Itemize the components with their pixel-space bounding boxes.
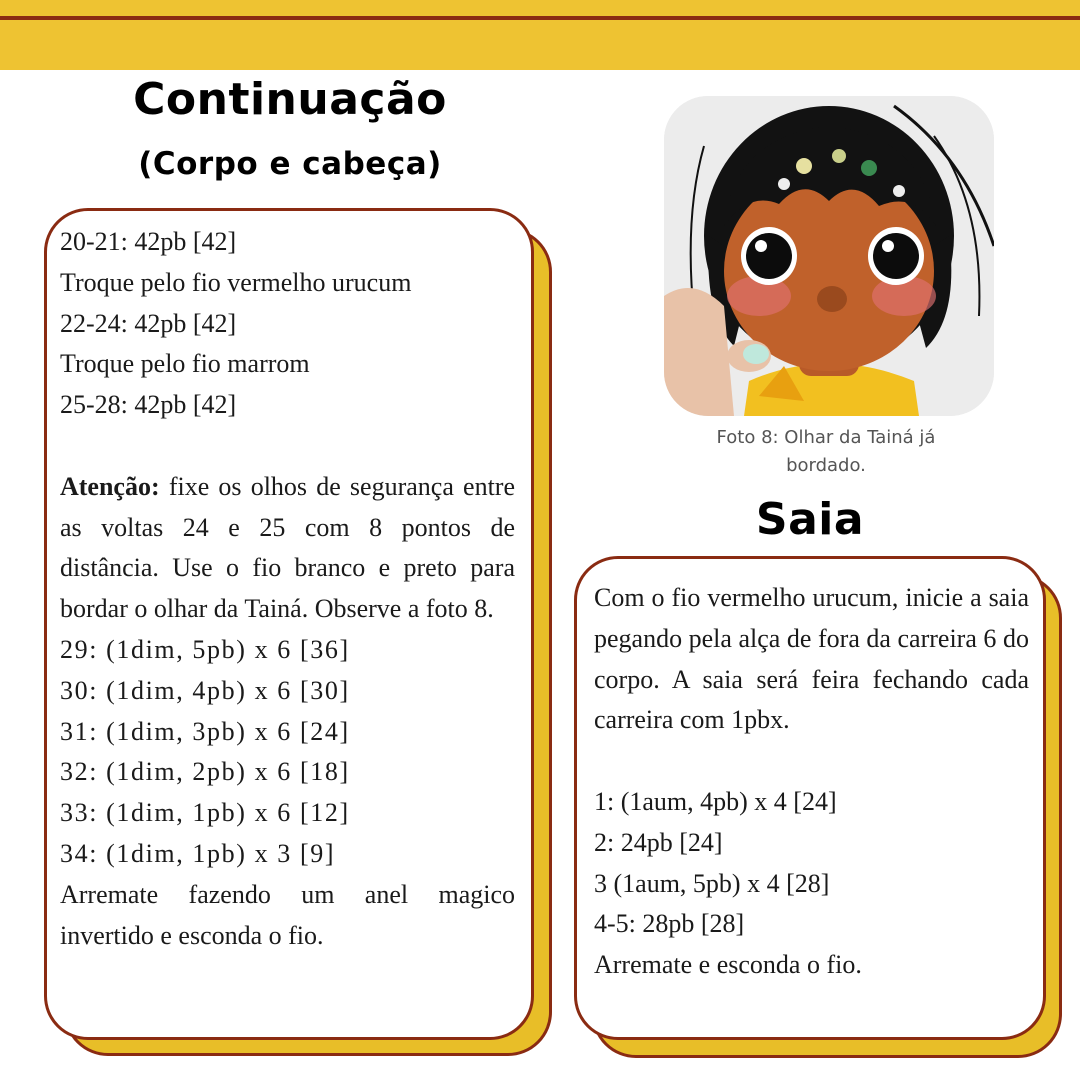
top-band-line	[0, 16, 1080, 20]
doll-illustration	[664, 96, 994, 416]
round-line: 31: (1dim, 3pb) x 6 [24]	[60, 716, 350, 746]
spacer	[594, 741, 1029, 782]
page-title: Continuação	[133, 74, 447, 125]
round-line: 30: (1dim, 4pb) x 6 [30]	[60, 675, 350, 705]
body-instructions	[60, 222, 515, 956]
round-line: 29: (1dim, 5pb) x 6 [36]	[60, 634, 350, 664]
instruction-line: 25-28: 42pb [42]	[60, 390, 237, 420]
round-line: 33: (1dim, 1pb) x 6 [12]	[60, 798, 350, 828]
page-subtitle: (Corpo e cabeça)	[138, 146, 442, 182]
skirt-title: Saia	[755, 494, 865, 545]
skirt-round-line: 2: 24pb [24]	[594, 827, 723, 857]
round-line: 32: (1dim, 2pb) x 6 [18]	[60, 757, 350, 787]
skirt-round-line: 3 (1aum, 5pb) x 4 [28]	[594, 868, 830, 898]
skirt-round-line: 4-5: 28pb [28]	[594, 909, 745, 939]
attention-paragraph	[60, 467, 515, 630]
doll-photo	[664, 96, 994, 416]
skirt-instructions	[594, 578, 1029, 986]
photo-caption: Foto 8: Olhar da Tainá já bordado.	[716, 427, 936, 476]
round-line: 34: (1dim, 1pb) x 3 [9]	[60, 838, 336, 868]
spacer	[60, 426, 515, 467]
instruction-line: Troque pelo fio marrom	[60, 349, 310, 379]
attention-label: Atenção:	[60, 471, 160, 501]
attention-text: fixe os olhos de segurança entre as voltas 24 e 25 com 8 pontos de distância. Use o fio branco e preto para bordar o olhar da Tainá. Observe a foto 8.	[60, 471, 515, 624]
skirt-intro: Com o fio vermelho urucum, inicie a saia pegando pela alça de fora da carreira 6 do corpo. A saia será feira fechando cada carreira com 1pbx.	[594, 583, 1029, 735]
instruction-line: 22-24: 42pb [42]	[60, 308, 237, 338]
top-band	[0, 0, 1080, 70]
skirt-round-line: 1: (1aum, 4pb) x 4 [24]	[594, 786, 837, 816]
skirt-finish: Arremate e esconda o fio.	[594, 950, 862, 980]
finish-paragraph: Arremate fazendo um anel magico invertido e esconda o fio.	[60, 879, 515, 950]
instruction-line: 20-21: 42pb [42]	[60, 227, 237, 256]
instruction-line: Troque pelo fio vermelho urucum	[60, 267, 412, 297]
